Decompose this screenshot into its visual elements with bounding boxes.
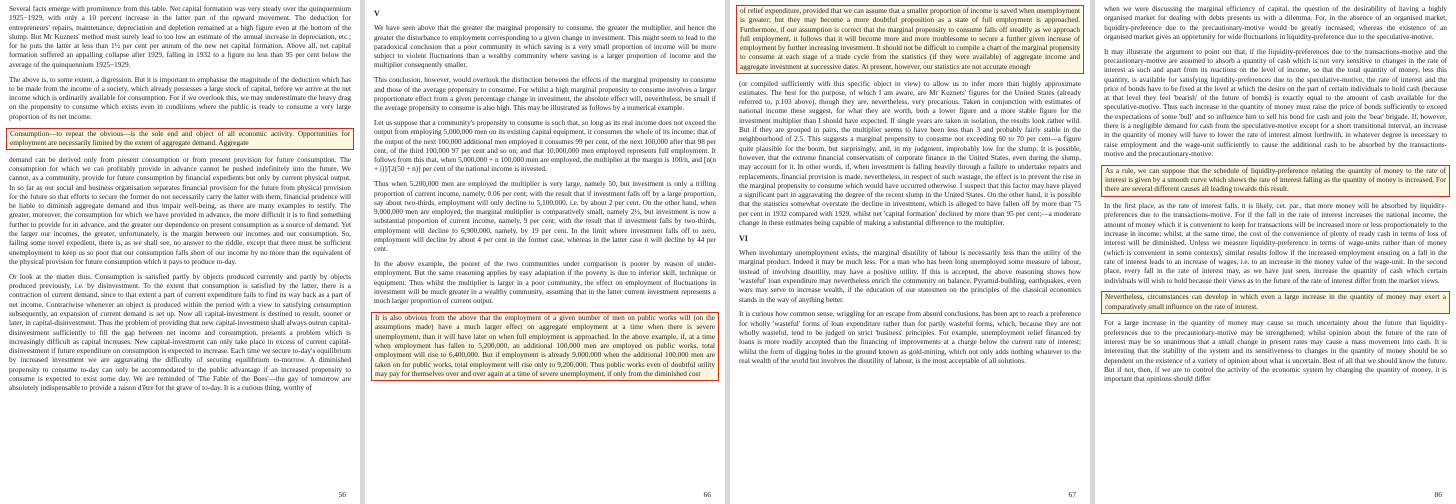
highlighted-passage: Consumption—to repeat the obvious—is the sole end and object of all economic activity. Opportunities for employment are necessarily limited by the extent of aggregate demand. Aggregate bbox=[6, 128, 354, 151]
section-heading: V bbox=[374, 9, 380, 18]
paragraph: The above is, to some extent, a digression. But it is important to emphasise the magnitude of the deduction which has to be made from the income of a society, which already possesses a large stock of capital, before we arrive at the net income which is ordinarily available for consumption. For if we overlook this, we may underestimate the heavy drag on the propensity to consume which exists even in conditions where the public is ready to consume a very large proportion of its net income. bbox=[9, 75, 351, 121]
highlighted-passage: As a rule, we can suppose that the schedule of liquidity-preference relating the quantity of money to the rate of interest is given by a smooth curve which shows the rate of interest falling as the quantity of money is increased. For there are several different causes all leading towards this result. bbox=[1101, 165, 1450, 197]
page-number: 67 bbox=[1068, 490, 1076, 499]
paragraph: when we were discussing the marginal efficiency of capital, the question of the desirability of having a highly organised market for dealing with debts presents us with a dilemma. For, in the absence of an organised market, liquidity-preference due to the precautionary-motive would be greatly increased; whereas the existence of an organised market gives an opportunity for wide fluctuations in liquidity-preference due to the speculative-motive. bbox=[1104, 5, 1447, 41]
document-page-86 bbox=[1095, 0, 1456, 504]
paragraph: It is curious how common sense, wriggling for an escape from absurd conclusions, has been apt to reach a preference for wholly 'wasteful' forms of loan expenditure rather than for partly wasteful forms, which, because they are not wholly wasteful, tend to be judged on strict 'business' principles. For example, unemployment relief financed by loans is more readily accepted than the financing of improvements at a charge below the current rate of interest; whilst the form of digging holes in the ground known as gold-mining, which not only adds nothing whatever to the real wealth of the world but involves the disutility of labour, is the most acceptable of all solutions. bbox=[739, 310, 1081, 365]
document-page-56 bbox=[0, 0, 360, 504]
document-page-67 bbox=[730, 0, 1090, 504]
page-number: 56 bbox=[338, 490, 346, 499]
highlighted-passage: of relief expenditure, provided that we can assume that a smaller proportion of income is saved when unemployment is greater; but they may become a more doubtful proposition as a state of full employment is approached. Furthermore, if our assumption is correct that the marginal propensity to consume falls off steadily as we approach full employment, it follows that it will become more and more troublesome to secure a further given increase of employment by further increasing investment. It should not be difficult to compile a chart of the marginal propensity to consume at each stage of a trade cycle from the statistics (if they were available) of aggregate income and aggregate investment at successive dates. At present, however, our statistics are not accurate enough bbox=[736, 5, 1084, 74]
highlighted-passage: Nevertheless, circumstances can develop in which even a large increase in the quantity of money may exert a comparatively small influence on the rate of interest. bbox=[1101, 291, 1450, 314]
page-number: 66 bbox=[703, 490, 711, 499]
paragraph: This conclusion, however, would overlook the distinction between the effects of the marginal propensity to consume and those of the average propensity to consume. For whilst a high marginal propensity to consume involves a larger proportionate effect from a given percentage change in investment, the absolute effect will, nevertheless, be small if the average propensity to consume is also high. This may be illustrated as follows by a numerical example. bbox=[374, 76, 716, 113]
paragraph: Several facts emerge with prominence from this table. Net capital formation was very steady over the quinquennium 1925−1929, with only a 10 percent increase in the latter part of the upward movement. The deduction for entrepreneurs' repairs, maintenance, depreciation and depletion remained at a high figure even at the bottom of the slump. But Mr Kuznets' method must surely lead to too low an estimate of the annual increase in depreciation, etc.; for he puts the latter at less than 1½ per cent per annum of the new net capital formation. Above all, net capital formation suffered an appalling collapse after 1929, falling in 1932 to a figure no less than 95 per cent below the average of the quinquennium 1925−1929. bbox=[9, 5, 351, 69]
paragraph: For a large increase in the quantity of money may cause so much uncertainty about the future that liquidity-preferences due to the precautionary-motive may be strengthened; whilst opinion about the future of the rate of interest may be so unanimous that a small change in present rates may cause a mass movement into cash. It is interesting that the stability of the system and its sensitiveness to changes in the quantity of money should be so dependent on the existence of a variety of opinion about what is uncertain. Best of all that we should know the future. But if not, then, if we are to control the activity of the economic system by changing the quantity of money, it is important that opinions should differ bbox=[1104, 319, 1447, 384]
page-number: 86 bbox=[1434, 490, 1442, 499]
paragraph: (or compiled sufficiently with this specific object in view) to allow us to infer more than highly approximate estimates. The best for the purpose, of which I am aware, are Mr Kuznets' figures for the United States (already referred to, p.103 above), though they are, nevertheless, very precarious. Taken in conjunction with estimates of national income these suggest, for what they are worth, both a lower figure and a more stable figure for the investment multiplier than I should have expected. If single years are taken in isolation, the results look rather wild. But if they are grouped in pairs, the multiplier seems to have been less than 3 and probably fairly stable in the neighbourhood of 2.5. This suggests a marginal propensity to consume not exceeding 60 to 70 per cent—a figure quite plausible for the boom, but surprisingly, and, in my judgment, improbably low for the slump. It is possible, however, that the extreme financial conservatism of corporate finance in the United States, even during the slump, may account for it. In other words, if, when investment is falling heavily through a failure to undertake repairs and replacements, financial provision is made, nevertheless, in respect of such wastage, the effect is to prevent the rise in the marginal propensity to consume which would have occurred otherwise. I suspect that this factor may have played a significant part in aggravating the degree of the recent slump in the United States. On the other hand, it is possible that the statistics somewhat overstate the decline in investment, which is alleged to have fallen off by more than 75 per cent in 1932 compared with 1929, whilst net 'capital formation' declined by more than 95 per cent;—a moderate change in these estimates being capable of making a substantial difference to the multiplier. bbox=[739, 79, 1081, 228]
paragraph: We have seen above that the greater the marginal propensity to consume, the greater the multiplier, and hence the greater the disturbance to employment corresponding to a given change in investment. This might seem to lead to the paradoxical conclusion that a poor community in which saving is a very small proportion of income will be more subject to violent fluctuations than a wealthy community where saving is a larger proportion of income and the multiplier consequently smaller. bbox=[374, 24, 716, 70]
document-page-66 bbox=[365, 0, 725, 504]
section-heading: VI bbox=[739, 233, 748, 243]
paragraph: Or look at the matter thus. Consumption is satisfied partly by objects produced currently and partly by objects produced previously, i.e. by disinvestment. To the extent that consumption is satisfied by the latter, there is a contraction of current demand, since to that extent a part of current expenditure fails to find its way back as a part of net income. Contrariwise whenever an object is produced within the period with a view to satisfying consumption subsequently, an expansion of current demand is set up. Now all capital-investment is destined to result, sooner or later, in capital-disinvestment. Thus the problem of providing that new capital-investment shall always outrun capital-disinvestment sufficiently to fill the gap between net income and consumption, presents a problem which is increasingly difficult as capital increases. New capital-investment can only take place in excess of current capital-disinvestment if future expenditure on consumption is expected to increase. Each time we secure to-day's equilibrium by increased investment we are aggravating the difficulty of securing equilibrium to-morrow. A diminished propensity to consume to-day can only be accommodated to the public advantage if an increased propensity to consume is expected to exist some day. We are reminded of 'The Fable of the Bees'—the gay of tomorrow are absolutely indispensable to provide a raison d'être for the grave of to-day. It is a curious thing, worthy of bbox=[9, 272, 351, 393]
paragraph: demand can be derived only from present consumption or from present provision for future consumption. The consumption for which we can profitably provide in advance cannot be pushed indefinitely into the future. We cannot, as a community, provide for future consumption by financial expedients but only by current physical output. In so far as our social and business organisation separates financial provision for the future from physical provision for the future so that efforts to secure the former do not necessarily carry the latter with them, financial prudence will be liable to diminish aggregate demand and thus impair well-being, as there are many examples to testify. The greater, moreover, the consumption for which we have provided in advance, the more difficult it is to find something further to provide for in advance, and the greater our dependence on present consumption as a source of demand. Yet the larger our incomes, the greater, unfortunately, is the margin between our incomes and our consumption. So, failing some novel expedient, there is, as we shall see, no answer to the riddle, except that there must be sufficient unemployment to keep us so poor that our consumption falls short of our income by no more than the equivalent of the physical provision for future consumption which it pays to produce to-day. bbox=[9, 155, 351, 266]
paragraph: Let us suppose that a community's propensity to consume is such that, so long as its real income does not exceed the output from employing 5,000,000 men on its existing capital equipment, it consumes the whole of its income; that of the output of the next 100,000 additional men employed it consumes 99 per cent, of the next 100,000 after that 98 per cent, of the third 100,000 97 per cent and so on; and that 10,000,000 men employed represents full employment. It follows from this that, when 5,000,000 + n 100,000 men are employed, the multiplier at the margin is 100/n, and [n(n + i)]/[2(50 + n)] per cent of the national income is invested. bbox=[374, 118, 716, 174]
paragraph: When involuntary unemployment exists, the marginal disutility of labour is necessarily less than the utility of the marginal product. Indeed it may be much less. For a man who has been long unemployed some measure of labour, instead of involving disutility, may have a positive utility. If this is accepted, the above reasoning shows how 'wasteful' loan expenditure may nevertheless enrich the community on balance. Pyramid-building, earthquakes, even wars may serve to increase wealth, if the education of our statesmen on the principles of the classical economics stands in the way of anything better. bbox=[739, 249, 1081, 304]
paragraph: In the above example, the poorer of the two communities under comparison is poorer by reason of under-employment. But the same reasoning applies by easy adaptation if the poverty is due to inferior skill, technique or equipment. Thus whilst the multiplier is larger in a poor community, the effect on employment of fluctuations in investment will be much greater in a wealthy community, assuming that in the latter current investment represents a much larger proportion of current output. bbox=[374, 260, 716, 306]
highlighted-passage: It is also obvious from the above that the employment of a given number of men on public works will (on the assumptions made) have a much larger effect on aggregate employment at a time when there is severe unemployment, than it will have later on when full employment is approached. In the above example, if, at a time when employment has fallen to 5,200,000, an additional 100,000 men are employed on public works, total employment will rise to 6,400,000. But if employment is already 9,000,000 when the additional 100,000 men are taken on for public works, total employment will rise only to 9,200,000. Thus public works even of doubtful utility may pay for themselves over and over again at a time of severe unemployment, if only from the diminished cost bbox=[371, 312, 719, 381]
paragraph: In the first place, as the rate of interest falls, it is likely, cet. par., that more money will be absorbed by liquidity-preferences due to the transactions-motive. For if the fall in the rate of interest increases the national income, the amount of money which it is convenient to keep for transactions will be increased more or less proportionately to the increase in income; whilst, at the same time, the cost of the convenience of plenty of ready cash in terms of loss of interest will be diminished. Unless we measure liquidity-preference in terms of wage-units rather than of money (which is convenient in some contexts), similar results follow if the increased employment ensuing on a fall in the rate of interest leads to an increase of wages, i.e. to an increase in the money value of the wage-unit. In the second place, every fall in the rate of interest may, as we have just seen, increase the quantity of cash which certain individuals will wish to hold because their views as to the future of the rate of interest differ from the market views. bbox=[1104, 202, 1447, 285]
paragraph: It may illustrate the argument to point out that, if the liquidity-preferences due to the transactions-motive and the precautionary-motive are assumed to absorb a quantity of cash which is not very sensitive to changes in the rate of interest as such and apart from its reactions on the level of income, so that the total quantity of money, less this quantity, is available for satisfying liquidity-preferences due to the speculative-motive, the rate of interest and the price of bonds have to be fixed at the level at which the desire on the part of certain individuals to hold cash (because at that level they feel 'bearish' of the future of bonds) is exactly equal to the amount of cash available for the speculative-motive. Thus each increase in the quantity of money must raise the price of bonds sufficiently to exceed the expectations of some 'bull' and so influence him to sell his bond for cash and join the 'bear' brigade. If, however, there is a negligible demand for cash from the speculative-motive except for a short transitional interval, an increase in the quantity of money will have to lower the rate of interest almost forthwith, in whatever degree is necessary to raise employment and the wage-unit sufficiently to cause the additional cash to be absorbed by the transactions-motive and the precautionary-motive. bbox=[1104, 47, 1447, 158]
paragraph: Thus when 5,200,000 men are employed the multiplier is very large, namely 50, but investment is only a trifling proportion of current income, namely, 0.06 per cent; with the result that if investment falls off by a large proportion, say about two-thirds, employment will only decline to 5,100,000, i.e. by about 2 per cent. On the other hand, when 9,000,000 men are employed, the marginal multiplier is comparatively small, namely 2½, but investment is now a substantial proportion of current income, namely, 9 per cent; with the result that if investment falls by two-thirds, employment will decline to 6,900,000, namely, by 19 per cent. In the limit where investment falls off to zero, employment will decline by about 4 per cent in the former case, whereas in the latter case it will decline by 44 per cent. bbox=[374, 180, 716, 254]
